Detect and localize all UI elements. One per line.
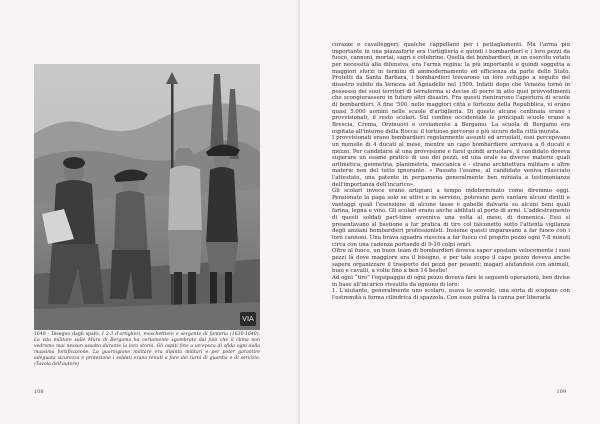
page-number-right: 109 [556, 389, 566, 395]
reenactors-photo [34, 64, 260, 330]
caption-text: I 2-3 d'artiglieri, moschettiere e sergente di fanteria (1630-1640). La vita militare sulle Mura di Bergamo ha certamente sgombrato dai falò che il clima non vedremo mai nessun assalto durante la loro storia. Gli ospiti fino a un'epoca di sfida ogni dalla massima fortificazione. La guarnigione militare era dipinta militari e per poter garantire adeguata sicurezza e protezione i soldati erano tenuti a fare dei turni di guardia e di servizio. (Tavola dell'autore) [34, 332, 260, 367]
paragraph: Gli scolari invece erano artigiani a tempo indeterminato come diremmo oggi. Pensionato la paga solo se attivi e in servizio, potevano però vantare alcuni diritti e vantaggi quali l'esenzione di alcune tasse e gabelle dalvarie su alcuni beni quali farina, legna e vino. Gli scolari erano anche abilitati al porto di armi. L'addestramento di questi soldati part-time avveniva una volta al mese, di domenica. Essi si presentavano al bastione a far pratica di tiro col falconetto sotto l'attenta vigilanza degli anziani bombardieri professionisti. Insieme questi imparavano a far fuoco con i loro cannoni. Una brava squadra riusciva a far fuoco col proprio pezzo ogni 7-8 minuti circa con una cadenza portando di 9-10 colpi orari. [332, 188, 570, 248]
photo-credit-badge: VIA [240, 312, 256, 326]
paragraph: Ad ogni “tiro” l'equipaggio di ogni pezzo doveva fare le seguenti operazioni, ben divise in base all'incarico rivestito da ognuno di loro: [332, 274, 570, 288]
caption-lead: 1640 - Disegno dagli spalti. [34, 332, 101, 337]
paragraph: Oltre al fuoco, un buon team di bombardieri doveva saper spostare velocemente i suoi pezzi là dove maggiore era il bisogno, e per tale scopo il capo pezzo doveva anche sapere organizzare il trasporto dei pezzi per pesanti; magari aiutandosi con animali, buoi e cavalli, a volte fino a ben 14 bestie! [332, 248, 570, 275]
photo-caption [34, 332, 260, 368]
paragraph: corazze e cavalleggeri, qualche cappellano per i pettaglamenti. Ma l'arma più importante in una piazzaforte era l'artiglieria e quindi i bombardieri e i loro pezzi da fuoco, cannoni, mortai, sagri e colubrine. Quella dei bombardieri, in un esercito votato per necessità alla difensiva, era l'arma regina: la più importante e quindi soggetta a maggiori sforzi in termini di ammodernamento ed efficienza da parte dello Stato. Protetti da Santa Barbara, i bombardieri trovarono un loro sviluppo a seguito del disastro subito da Venezia ad Agnadello nel 1509. Infatti dopo che Venezia tornò in possesso dei suoi territori di terraferma si decise di porre in atto quei provvedimenti che scongiurassero in futuro altri disastri. Fra questi rientrarono l'apertura di scuole di bombardieri. A fine '500, nelle maggiori città e fortezze della Repubblica, vi erano quasi 5.000 uomini nelle scuole d'artiglieria. Di queste alcune centinaia erano i provvisionati, il resto scolari. Sul confine occidentale le principali scuole erano a Brescia, Crema, Orzinuovi e ovviamente a Bergamo. La scuola di Bergamo era ospitata all'interno della Rocca: il tortuoso percorso e più sicuro della città murata. [332, 42, 570, 135]
paragraph: I provvisionati erano bombardieri regolarmente assunti ed arruolati, essi percepivano un mensile di 4 ducati al mese, mentre un capo bombardiere arrivava a 6 ducati e mezzo. Per candidarsi al una provvisione e farsi quindi arruolare, il candidato doveva superare un esame pratico di uso dei pezzi, ed una orale su diverse materie quali aritmetica, geometria, planimetria, meccanica e - strano architettura militare e altre materie non del tutto ignorante. « Passato l'esame, al candidato veniva rilasciato l'attestato, una patente in pergamena generalmente ben miniata a testimonianza dell'importanza dell'incarico». [332, 135, 570, 188]
body-text [332, 42, 570, 382]
photo-image [34, 64, 260, 330]
paragraph: 1. L'aiutante, generalmente uno scolaro, usava lo scovolo, una sorta di scopone con l'estremità a forma cilindrica di spazzola. Con esso puliva la canna per liberarla [332, 288, 570, 301]
page-number-left: 108 [34, 389, 44, 395]
